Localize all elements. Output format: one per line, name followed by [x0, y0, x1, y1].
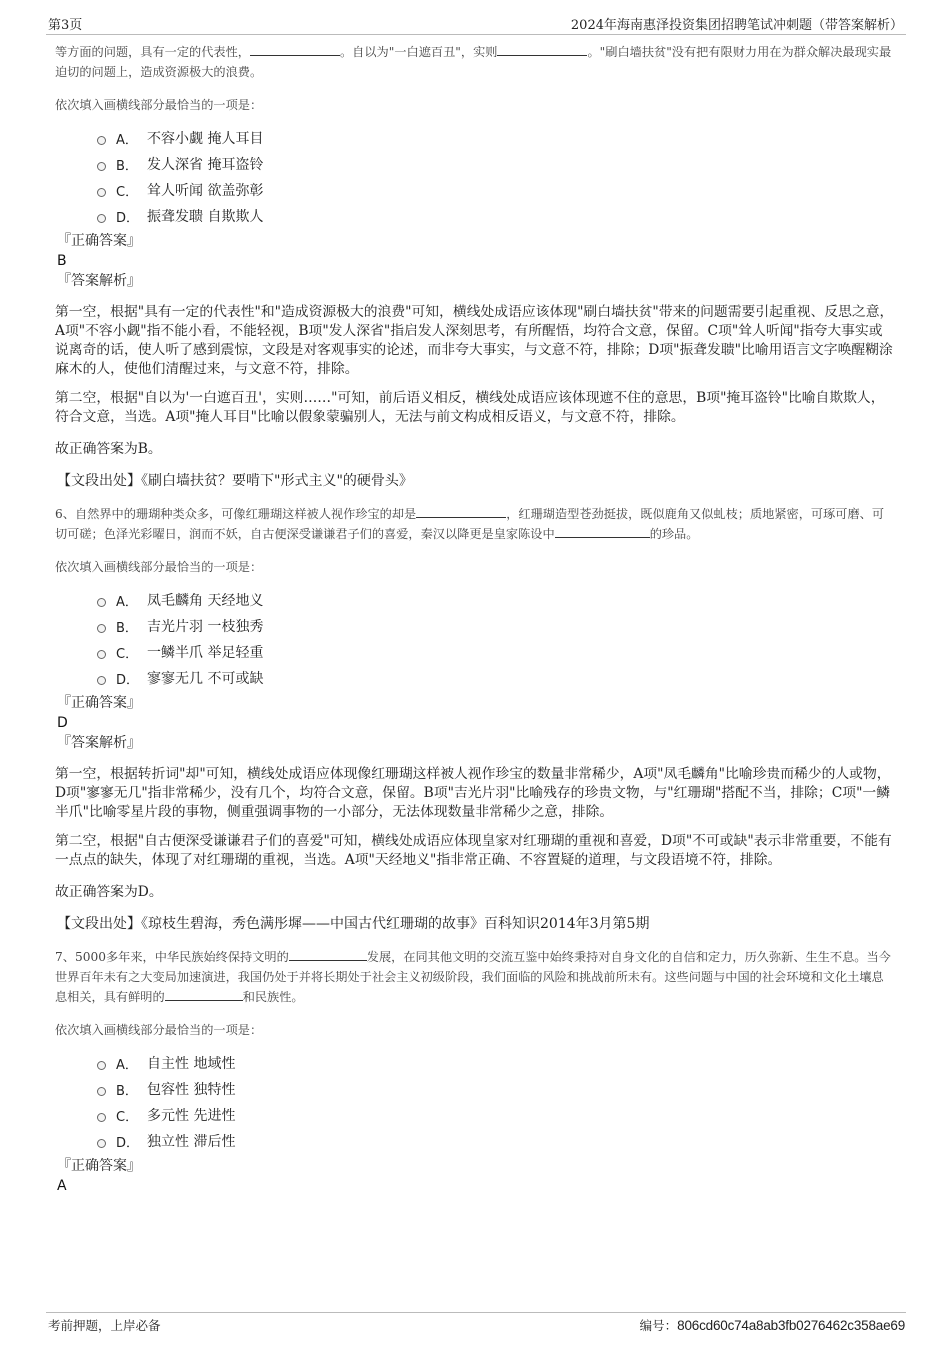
analysis-label: 『答案解析』	[57, 273, 141, 289]
radio-icon[interactable]	[97, 188, 106, 197]
radio-icon[interactable]	[97, 650, 106, 659]
analysis-paragraph: 第二空，根据"自以为'一白遮百丑'，实则……"可知，前后语义相反，横线处成语应该体现遮不住的意思，B项"掩耳盗铃"比喻自欺欺人，符合文意，当选。A项"掩人耳目"比喻以假象蒙骗别人，无法与前文构成相反语义，与文意不符，排除。	[55, 390, 885, 425]
option-list	[55, 125, 895, 229]
analysis-paragraph: 第一空，根据"具有一定的代表性"和"造成资源极大的浪费"可知，横线处成语应该体现"刷白墙扶贫"带来的问题需要引起重视、反思之意，A项"不容小觑"指不能小看，不能轻视，B项"发人深省"指启发人深刻思考，有所醒悟，均符合文意，保留。C项"耸人听闻"指夸大事实或说离奇的话，使人听了感到震惊，文段是对客观事实的论述，而非夸大事实，与文意不符，排除；D项"振聋发聩"比喻用语言文字唤醒糊涂麻木的人，使他们清醒过来，与文意不符，排除。	[55, 304, 894, 377]
document-id: 编号：806cd60c74a8ab3fb0276462c358ae69	[639, 1318, 905, 1333]
conclusion: 故正确答案为B。	[55, 441, 162, 457]
radio-icon[interactable]	[97, 1061, 106, 1070]
option-b[interactable]: B． 包容性 独特性	[55, 1076, 895, 1102]
page-number: 第3页	[48, 18, 83, 33]
footer-slogan: 考前押题，上岸必备	[48, 1318, 161, 1333]
source-citation: 【文段出处】《琼枝生碧海，秀色满彤墀——中国古代红珊瑚的故事》百科知识2014年3月第5期	[57, 916, 650, 932]
option-c[interactable]: C． 一鳞半爪 举足轻重	[55, 639, 895, 665]
document-body	[55, 42, 895, 1196]
question-prompt: 依次填入画横线部分最恰当的一项是：	[55, 98, 263, 112]
option-d[interactable]: D． 独立性 滞后性	[55, 1128, 895, 1154]
footer-divider	[46, 1312, 906, 1313]
question-prompt: 依次填入画横线部分最恰当的一项是：	[55, 560, 263, 574]
option-c[interactable]: C． 耸人听闻 欲盖弥彰	[55, 177, 895, 203]
header-divider	[46, 34, 906, 35]
option-d[interactable]: D． 寥寥无几 不可或缺	[55, 665, 895, 691]
answer-label: 『正确答案』	[57, 233, 141, 249]
blank-1	[250, 43, 340, 56]
answer-label: 『正确答案』	[57, 695, 141, 711]
question-stem: 6、自然界中的珊瑚种类众多，可像红珊瑚这样被人视作珍宝的却是 ，红珊瑚造型苍劲挺拔，既似鹿角又似虬枝；质地紧密，可琢可磨、可切可磋；色泽光彩曜日，润而不妖，自古便深受谦谦君子们的喜爱，秦汉以降更是皇家陈设中 的珍品。	[55, 507, 885, 541]
document-title: 2024年海南惠泽投资集团招聘笔试冲刺题（带答案解析）	[570, 18, 903, 33]
radio-icon[interactable]	[97, 136, 106, 145]
option-a[interactable]: A． 凤毛麟角 天经地义	[55, 587, 895, 613]
option-d[interactable]: D． 振聋发聩 自欺欺人	[55, 203, 895, 229]
blank-1	[416, 505, 506, 518]
answer-label: 『正确答案』	[57, 1158, 141, 1174]
analysis-label: 『答案解析』	[57, 735, 141, 751]
conclusion: 故正确答案为D。	[55, 884, 163, 900]
option-b[interactable]: B． 吉光片羽 一枝独秀	[55, 613, 895, 639]
radio-icon[interactable]	[97, 1113, 106, 1122]
radio-icon[interactable]	[97, 598, 106, 607]
question-prompt: 依次填入画横线部分最恰当的一项是：	[55, 1023, 263, 1037]
answer-value: A	[57, 1178, 67, 1194]
option-list	[55, 587, 895, 691]
option-list	[55, 1050, 895, 1154]
question-stem: 7、5000多年来，中华民族始终保持文明的 发展，在同其他文明的交流互鉴中始终秉持对自身文化的自信和定力，历久弥新、生生不息。当今世界百年未有之大变局加速演进，我国仍处于并将长期处于社会主义初级阶段，我们面临的风险和挑战前所未有。这些问题与中国的社会环境和文化土壤息息相关，具有鲜明的 和民族性。	[55, 950, 891, 1004]
option-c[interactable]: C． 多元性 先进性	[55, 1102, 895, 1128]
radio-icon[interactable]	[97, 624, 106, 633]
blank-2	[497, 43, 587, 56]
blank-2	[165, 988, 243, 1001]
answer-value: D	[57, 715, 68, 731]
radio-icon[interactable]	[97, 162, 106, 171]
radio-icon[interactable]	[97, 1139, 106, 1148]
question-stem: 等方面的问题，具有一定的代表性， 。自以为"一白遮百丑"，实则 。"刷白墙扶贫"没有把有限财力用在为群众解决最现实最迫切的问题上，造成资源极大的浪费。	[55, 45, 892, 79]
radio-icon[interactable]	[97, 1087, 106, 1096]
analysis-paragraph: 第一空，根据转折词"却"可知，横线处成语应体现像红珊瑚这样被人视作珍宝的数量非常稀少，A项"凤毛麟角"比喻珍贵而稀少的人或物，D项"寥寥无几"指非常稀少，没有几个，均符合文意，保留。B项"吉光片羽"比喻残存的珍贵文物，与"红珊瑚"搭配不当，排除；C项"一鳞半爪"比喻零星片段的事物，侧重强调事物的一小部分，无法体现数量非常稀少之意，排除。	[55, 766, 891, 820]
answer-value: B	[57, 253, 67, 269]
radio-icon[interactable]	[97, 676, 106, 685]
option-b[interactable]: B． 发人深省 掩耳盗铃	[55, 151, 895, 177]
blank-1	[289, 948, 367, 961]
analysis-paragraph: 第二空，根据"自古便深受谦谦君子们的喜爱"可知，横线处成语应体现皇家对红珊瑚的重视和喜爱，D项"不可或缺"表示非常重要，不能有一点点的缺失，体现了对红珊瑚的重视，当选。A项"天经地义"指非常正确、不容置疑的道理，与文段语境不符，排除。	[55, 833, 892, 868]
option-a[interactable]: A． 自主性 地域性	[55, 1050, 895, 1076]
radio-icon[interactable]	[97, 214, 106, 223]
source-citation: 【文段出处】《刷白墙扶贫？要啃下"形式主义"的硬骨头》	[57, 473, 413, 489]
blank-2	[555, 525, 650, 538]
option-a[interactable]: A． 不容小觑 掩人耳目	[55, 125, 895, 151]
